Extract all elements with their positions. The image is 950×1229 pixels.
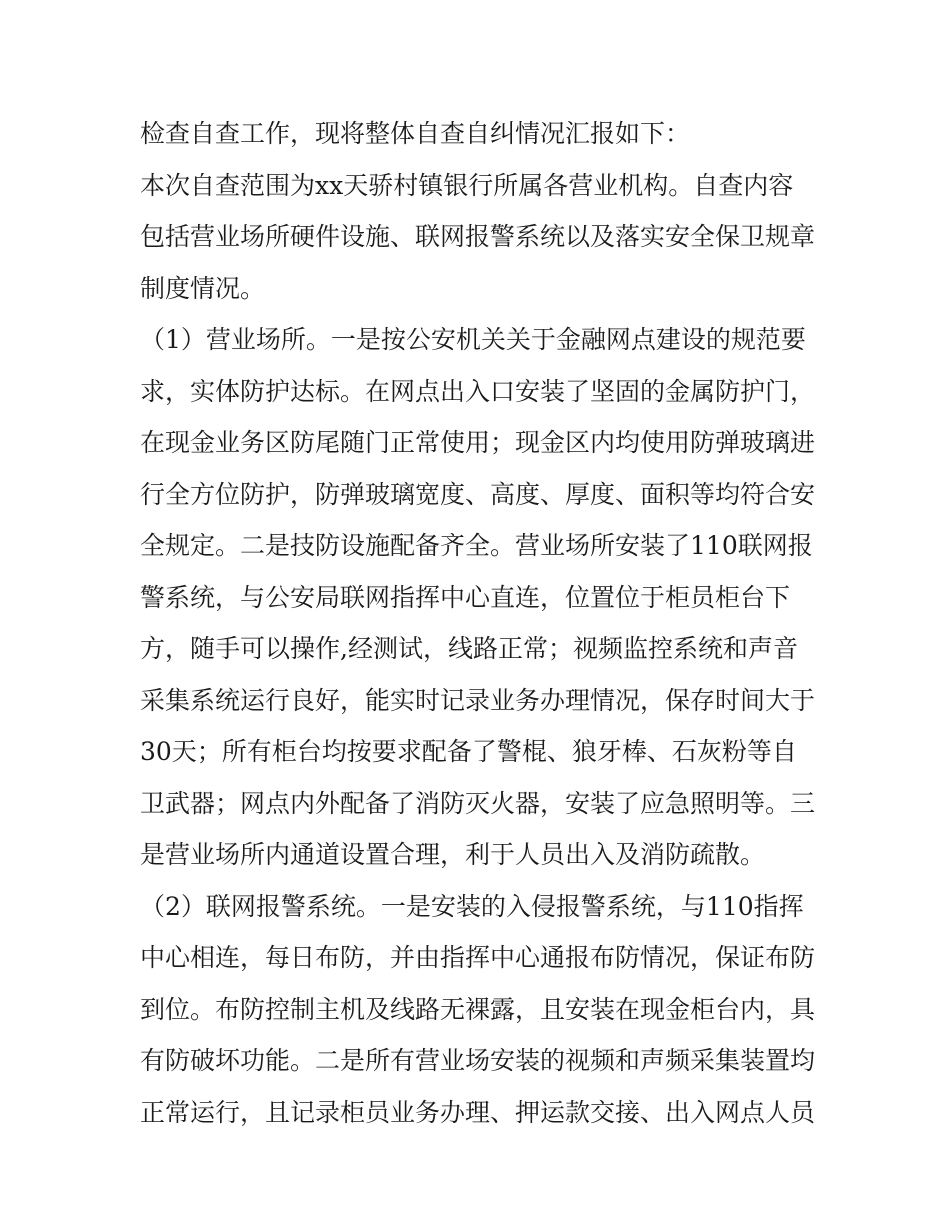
text-line: 正常运行，且记录柜员业务办理、押运款交接、出入网点人员 [140, 1097, 816, 1127]
text-line: 采集系统运行良好，能实时记录业务办理情况，保存时间大于 [140, 685, 816, 715]
text-line: 警系统，与公安局联网指挥中心直连，位置位于柜员柜台下 [140, 582, 791, 612]
text-line: 卫武器；网点内外配备了消防灭火器，安装了应急照明等。三 [140, 788, 816, 818]
text-line: 本次自查范围为xx天骄村镇银行所属各营业机构。自查内容 [140, 170, 794, 200]
text-line: 全规定。二是技防设施配备齐全。营业场所安装了110联网报 [140, 531, 813, 560]
text-line: 有防破坏功能。二是所有营业场安装的视频和声频采集装置均 [140, 1046, 816, 1075]
text-line: 包括营业场所硬件设施、联网报警系统以及落实安全保卫规章 [140, 222, 816, 251]
text-line: 30天；所有柜台均按要求配备了警棍、狼牙棒、石灰粉等自 [140, 737, 797, 766]
text-line: 中心相连，每日布防，并由指挥中心通报布防情况，保证布防 [140, 943, 816, 972]
text-line: 求，实体防护达标。在网点出入口安装了坚固的金属防护门， [140, 376, 816, 406]
text-line: 检查自查工作，现将整体自查自纠情况汇报如下： [140, 119, 691, 148]
document-body [140, 108, 820, 1138]
text-line: 方，随手可以操作,经测试，线路正常；视频监控系统和声音 [140, 634, 798, 663]
text-line: 到位。布防控制主机及线路无裸露，且安装在现金柜台内，具 [140, 994, 816, 1024]
text-line: （1）营业场所。一是按公安机关关于金融网点建设的规范要 [140, 325, 806, 354]
text-line: 制度情况。 [140, 273, 266, 303]
text-line: 在现金业务区防尾随门正常使用；现金区内均使用防弹玻璃进 [140, 428, 816, 457]
text-line: （2）联网报警系统。一是安装的入侵报警系统，与110指挥 [140, 891, 804, 921]
text-line: 是营业场所内通道设置合理，利于人员出入及消防疏散。 [140, 840, 766, 869]
text-line: 行全方位防护，防弹玻璃宽度、高度、厚度、面积等均符合安 [140, 479, 816, 509]
